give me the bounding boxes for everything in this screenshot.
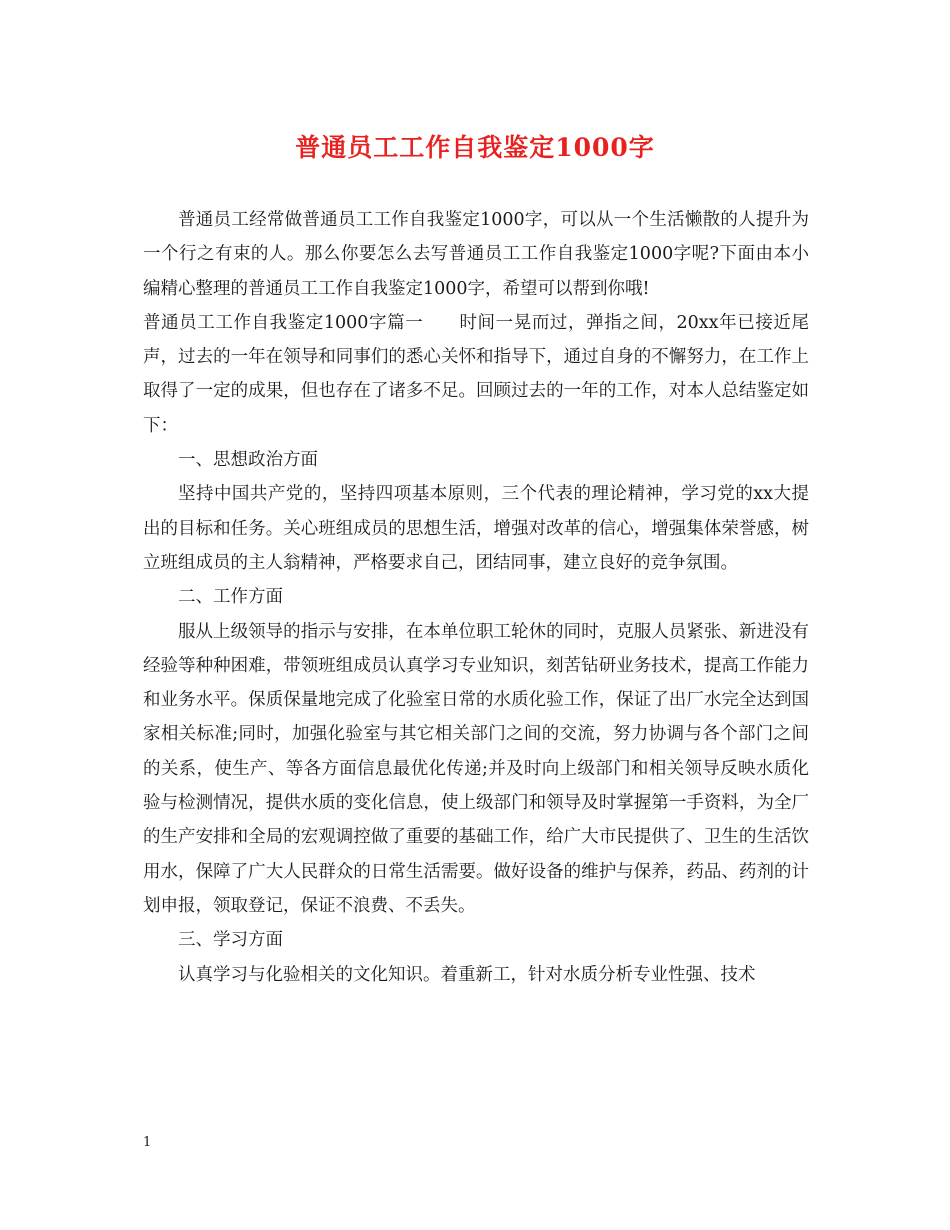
political-paragraph: 坚持中国共产党的，坚持四项基本原则，三个代表的理论精神，学习党的xx大提出的目标和任务。关心班组成员的思想生活，增强对改革的信心，增强集体荣誉感，树立班组成员的主人翁精神，严格要求自己，团结同事，建立良好的竞争氛围。 <box>143 484 809 573</box>
study-paragraph: 认真学习与化验相关的文化知识。着重新工，针对水质分析专业性强、技术 <box>178 964 756 985</box>
heading-work: 二、工作方面 <box>178 587 283 608</box>
heading-study: 三、学习方面 <box>178 930 283 951</box>
work-paragraph: 服从上级领导的指示与安排，在本单位职工轮休的同时，克服人员紧张、新进没有经验等种种困难，带领班组成员认真学习专业知识，刻苦钻研业务技术，提高工作能力和业务水平。保质保量地完成了化验室日常的水质化验工作，保证了出厂水完全达到国家相关标准;同时，加强化验室与其它相关部门之间的交流，努力协调与各个部门之间的关系，使生产、等各方面信息最优化传递;并及时向上级部门和相关领导反映水质化验与检测情况，提供水质的变化信息，使上级部门和领导及时掌握第一手资料，为全厂的生产安排和全局的宏观调控做了重要的基础工作，给广大市民提供了、卫生的生活饮用水，保障了广大人民群众的日常生活需要。做好设备的维护与保养，药品、药剂的计划申报，领取登记，保证不浪费、不丢失。 <box>143 621 809 916</box>
document-title: 普通员工工作自我鉴定1000字 <box>295 133 655 162</box>
page-number: 1 <box>143 1135 152 1150</box>
document-body <box>143 203 809 992</box>
intro-paragraph: 普通员工经常做普通员工工作自我鉴定1000字，可以从一个生活懒散的人提升为一个行之有束的人。那么你要怎么去写普通员工工作自我鉴定1000字呢?下面由本小编精心整理的普通员工工作自我鉴定1000字，希望可以帮到你哦! <box>143 210 809 299</box>
heading-political: 一、思想政治方面 <box>178 450 318 471</box>
section-intro-paragraph: 普通员工工作自我鉴定1000字篇一 时间一晃而过，弹指之间，20xx年已接近尾声，过去的一年在领导和同事们的悉心关怀和指导下，通过自身的不懈努力，在工作上取得了一定的成果，但也存在了诸多不足。回顾过去的一年的工作，对本人总结鉴定如下： <box>143 312 809 436</box>
